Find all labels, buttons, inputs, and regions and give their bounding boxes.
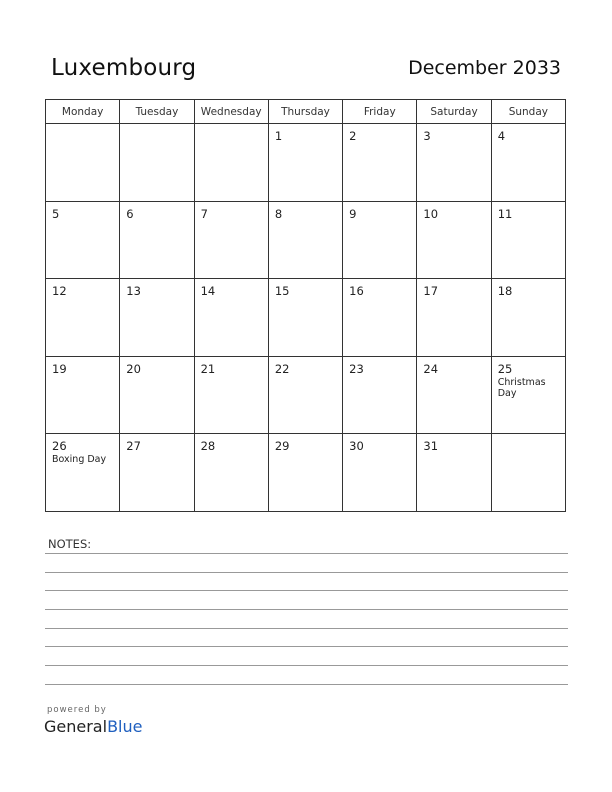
day-number: 16: [349, 284, 364, 299]
week-row: [46, 434, 566, 512]
day-cell: [343, 279, 417, 357]
day-cell: [268, 356, 342, 434]
notes-label: NOTES:: [48, 537, 92, 551]
day-cell: [417, 124, 491, 202]
day-number: 25: [497, 361, 513, 376]
day-cell: [268, 124, 342, 202]
day-number: 2: [349, 129, 357, 143]
day-number: 7: [200, 206, 208, 221]
day-number: 22: [274, 361, 290, 376]
week-row: [46, 201, 566, 279]
note-line: [45, 646, 568, 647]
day-number: 31: [423, 439, 439, 454]
day-cell: [491, 434, 565, 512]
brand-logo: [44, 717, 142, 736]
day-number: 9: [349, 206, 357, 221]
page-title-country: Luxembourg: [51, 55, 197, 81]
weekday-thursday: Thursday: [268, 100, 342, 124]
page-title-month: December 2033: [408, 57, 561, 79]
day-cell: [120, 434, 194, 512]
brand-blue: Blue: [107, 717, 143, 736]
day-cell: [120, 356, 194, 434]
day-cell: [46, 124, 120, 202]
day-number: 17: [423, 284, 439, 299]
day-cell: [343, 356, 417, 434]
day-number: 8: [274, 206, 283, 221]
day-number: 18: [497, 284, 513, 299]
weekday-friday: Friday: [343, 100, 417, 124]
day-number: 21: [200, 361, 216, 376]
day-cell: [343, 124, 417, 202]
day-cell: [46, 356, 120, 434]
note-line: [45, 609, 568, 610]
day-number: 3: [423, 129, 431, 143]
day-cell: [194, 356, 268, 434]
calendar-grid: [45, 99, 566, 512]
day-cell: [268, 434, 342, 512]
day-number: 1: [274, 129, 283, 143]
day-number: 15: [274, 284, 290, 299]
note-line: [45, 553, 568, 554]
day-cell: [120, 124, 194, 202]
day-number: 5: [52, 206, 60, 221]
day-number: 28: [200, 439, 216, 454]
week-row: [46, 356, 566, 434]
day-number: 4: [497, 129, 506, 143]
brand-general: General: [44, 717, 108, 736]
day-cell: [343, 434, 417, 512]
day-cell: [417, 356, 491, 434]
day-cell: [491, 279, 565, 357]
day-cell: [120, 279, 194, 357]
day-number: 6: [126, 206, 134, 221]
note-line: [45, 628, 568, 629]
day-cell: [194, 434, 268, 512]
day-cell: [417, 434, 491, 512]
day-cell: [194, 201, 268, 279]
powered-by-text: powered by: [47, 705, 107, 715]
day-cell: [491, 124, 565, 202]
day-number: 23: [349, 361, 364, 376]
holiday-label: Boxing Day: [52, 454, 107, 466]
day-cell: [417, 279, 491, 357]
calendar-body: [46, 124, 566, 512]
day-number: 12: [52, 284, 67, 299]
week-row: [46, 124, 566, 202]
day-number: 14: [200, 284, 216, 299]
day-cell: [46, 279, 120, 357]
day-number: 24: [423, 361, 439, 376]
note-line: [45, 684, 568, 685]
day-cell: [46, 434, 120, 512]
day-cell: [46, 201, 120, 279]
note-line: [45, 590, 568, 591]
weekday-header-row: [46, 100, 566, 124]
day-number: 10: [423, 206, 439, 221]
note-line: [45, 665, 568, 666]
day-number: 26: [52, 439, 67, 454]
day-cell: [268, 201, 342, 279]
day-cell: [491, 356, 565, 434]
weekday-sunday: Sunday: [491, 100, 565, 124]
day-number: 11: [497, 206, 513, 221]
weekday-saturday: Saturday: [417, 100, 491, 124]
week-row: [46, 279, 566, 357]
weekday-monday: Monday: [46, 100, 120, 124]
day-cell: [194, 279, 268, 357]
day-cell: [120, 201, 194, 279]
day-cell: [343, 201, 417, 279]
day-cell: [268, 279, 342, 357]
note-line: [45, 572, 568, 573]
day-cell: [491, 201, 565, 279]
weekday-tuesday: Tuesday: [120, 100, 194, 124]
day-number: 19: [52, 361, 67, 376]
day-number: 13: [126, 284, 141, 299]
day-cell: [194, 124, 268, 202]
day-number: 30: [349, 439, 364, 454]
day-number: 20: [126, 361, 141, 376]
weekday-wednesday: Wednesday: [194, 100, 268, 124]
day-number: 29: [274, 439, 290, 454]
holiday-label: Christmas Day: [497, 376, 546, 399]
day-cell: [417, 201, 491, 279]
day-number: 27: [126, 439, 141, 454]
